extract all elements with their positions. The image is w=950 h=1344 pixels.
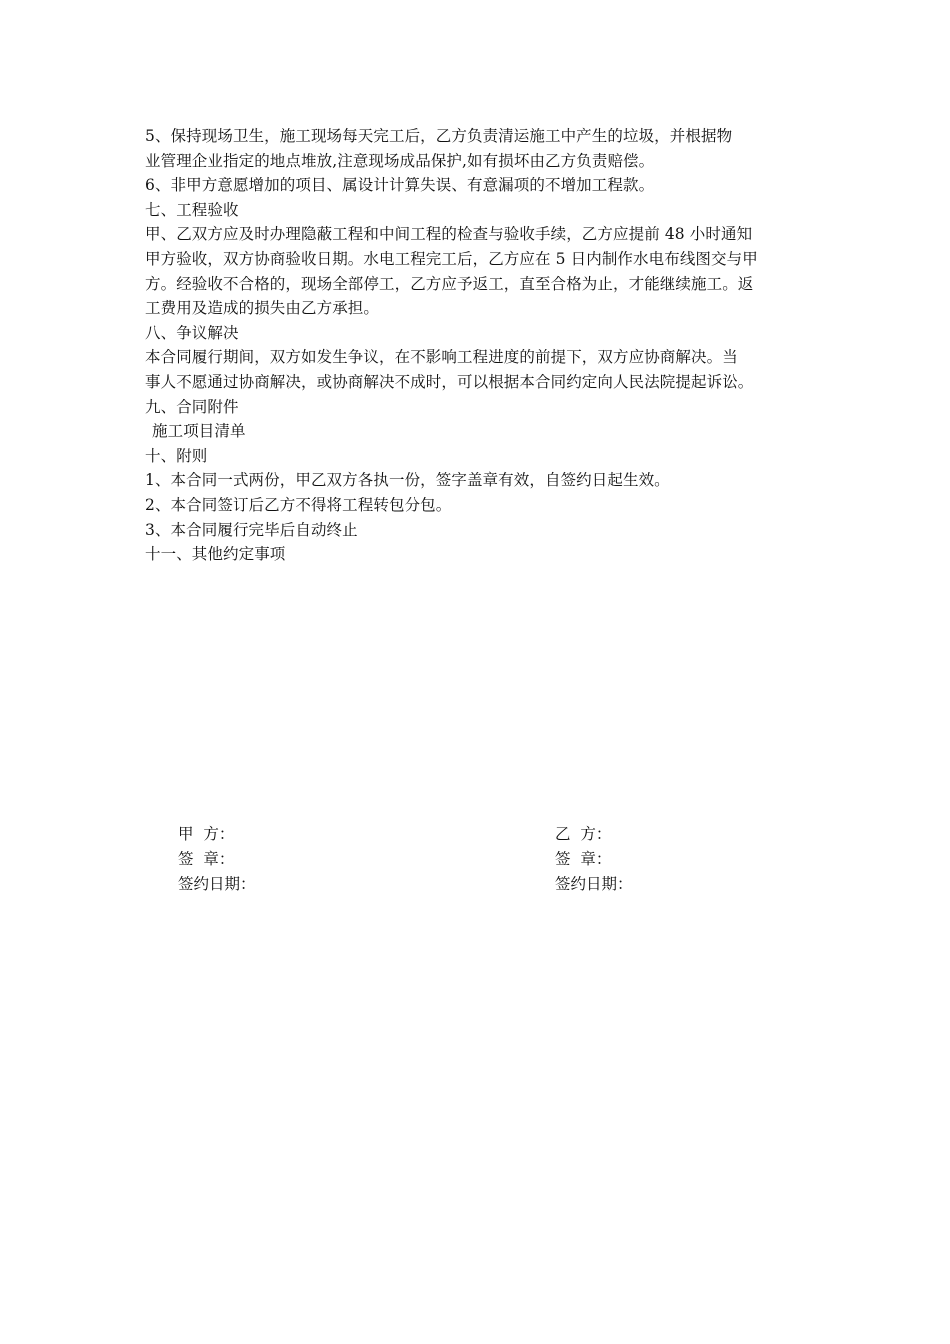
clause-6: 6、非甲方意愿增加的项目、属设计计算失误、有意漏项的不增加工程款。	[145, 176, 655, 195]
supplementary-clause-2: 2、本合同签订后乙方不得将工程转包分包。	[145, 495, 452, 514]
section-heading-other: 十一、其他约定事项	[145, 545, 286, 564]
dispute-line-2: 事人不愿通过协商解决，或协商解决不成时，可以根据本合同约定向人民法院提起诉讼。	[145, 372, 754, 391]
acceptance-line-2: 甲方验收，双方协商验收日期。水电工程完工后，乙方应在 5 日内制作水电布线图交与甲	[145, 249, 758, 268]
dispute-line-1: 本合同履行期间，双方如发生争议，在不影响工程进度的前提下，双方应协商解决。当	[145, 348, 738, 367]
supplementary-clause-1: 1、本合同一式两份，甲乙双方各执一份，签字盖章有效，自签约日起生效。	[145, 471, 670, 490]
party-a-label: 甲 方：	[178, 825, 235, 843]
section-heading-attachments: 九、合同附件	[145, 397, 239, 416]
party-b-date-label: 签约日期：	[555, 875, 633, 893]
clause-5-line-2: 业管理企业指定的地点堆放,注意现场成品保护,如有损坏由乙方负责赔偿。	[145, 151, 655, 170]
acceptance-line-3: 方。经验收不合格的，现场全部停工，乙方应予返工，直至合格为止，才能继续施工。返	[145, 274, 754, 293]
party-a-seal-label: 签 章：	[178, 850, 235, 868]
party-b-label: 乙 方：	[555, 825, 612, 843]
section-heading-acceptance: 七、工程验收	[145, 200, 239, 219]
contract-body	[145, 124, 805, 567]
acceptance-line-4: 工费用及造成的损失由乙方承担。	[145, 299, 380, 318]
acceptance-line-1: 甲、乙双方应及时办理隐蔽工程和中间工程的检查与验收手续，乙方应提前 48 小时通知	[145, 225, 753, 244]
clause-5-line-1: 5、保持现场卫生，施工现场每天完工后，乙方负责清运施工中产生的垃圾，并根据物	[145, 127, 733, 145]
party-b-signature-block	[555, 822, 633, 897]
party-a-date-label: 签约日期：	[178, 875, 256, 893]
section-heading-dispute: 八、争议解决	[145, 323, 239, 342]
party-b-seal-label: 签 章：	[555, 850, 612, 868]
party-a-signature-block	[178, 822, 256, 897]
section-heading-supplementary: 十、附则	[145, 446, 208, 465]
attachment-item: 施工项目清单	[152, 422, 246, 441]
supplementary-clause-3: 3、本合同履行完毕后自动终止	[145, 520, 358, 539]
